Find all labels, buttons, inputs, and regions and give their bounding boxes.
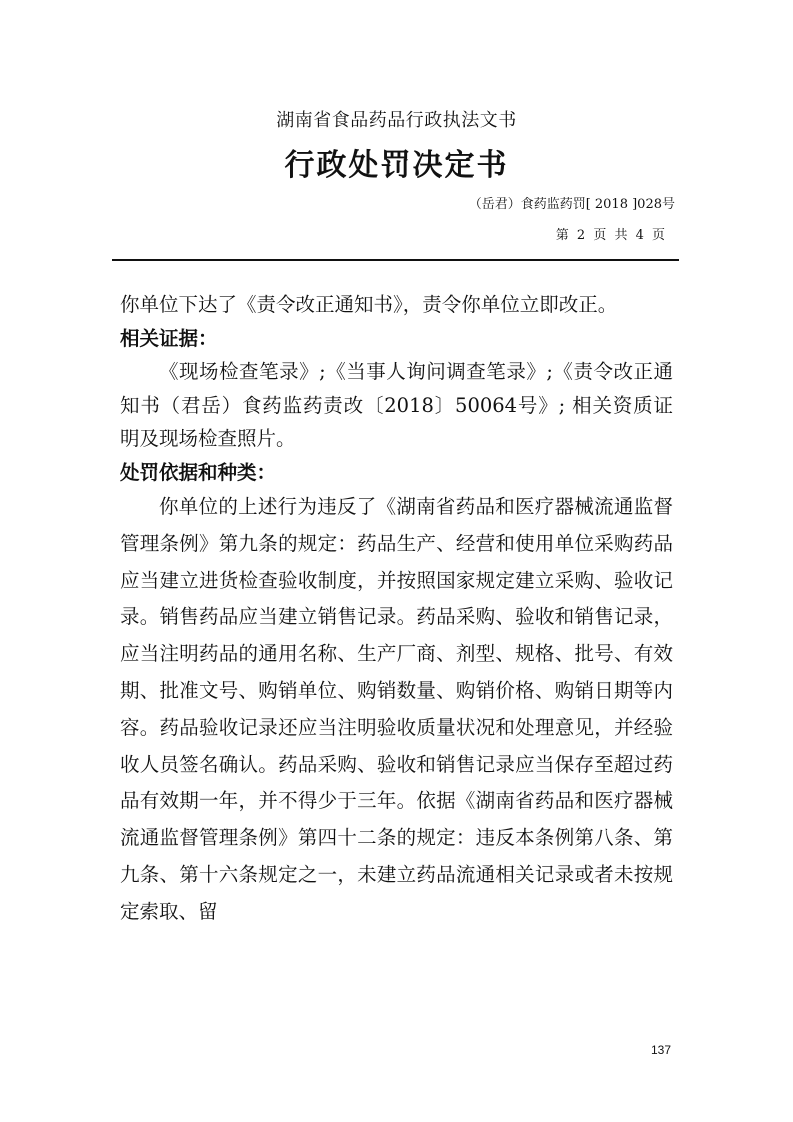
penalty-basis-heading: 处罚依据和种类：: [120, 460, 277, 484]
page-number: 137: [651, 1043, 672, 1057]
document-title: 行政处罚决定书: [284, 148, 509, 183]
penalty-basis-paragraph: 你单位的上述行为违反了《湖南省药品和医疗器械流通监督管理条例》第九条的规定：药品生产、经营和使用单位采购药品应当建立进货检查验收制度，并按照国家规定建立采购、验收记录。销售药品应当建立销售记录。药品采购、验收和销售记录，应当注明药品的通用名称、生产厂商、剂型、规格、批号、有效期、批准文号、购销单位、购销数量、购销价格、购销日期等内容。药品验收记录还应当注明验收质量状况和处理意见，并经验收人员签名确认。药品采购、验收和销售记录应当保存至超过药品有效期一年，并不得少于三年。依据《湖南省药品和医疗器械流通监督管理条例》第四十二条的规定：违反本条例第八条、第九条、第十六条规定之一，未建立药品流通相关记录或者未按规定索取、留: [120, 495, 673, 923]
document-organization: 湖南省食品药品行政执法文书: [276, 110, 517, 131]
page-indicator: 第 2 页 共 4 页: [555, 228, 665, 243]
evidence-heading: 相关证据：: [120, 326, 218, 350]
document-number: （岳君）食药监药罚[ 2018 ]028号: [468, 197, 675, 212]
header-divider: [112, 259, 679, 261]
continuation-paragraph: 你单位下达了《责令改正通知书》，责令你单位立即改正。: [120, 293, 618, 316]
evidence-paragraph: 《现场检查笔录》;《当事人询问调查笔录》;《责令改正通知书（君岳）食药监药责改〔2018〕50064号》; 相关资质证明及现场检查照片。: [120, 360, 673, 450]
document-body: [120, 288, 673, 931]
